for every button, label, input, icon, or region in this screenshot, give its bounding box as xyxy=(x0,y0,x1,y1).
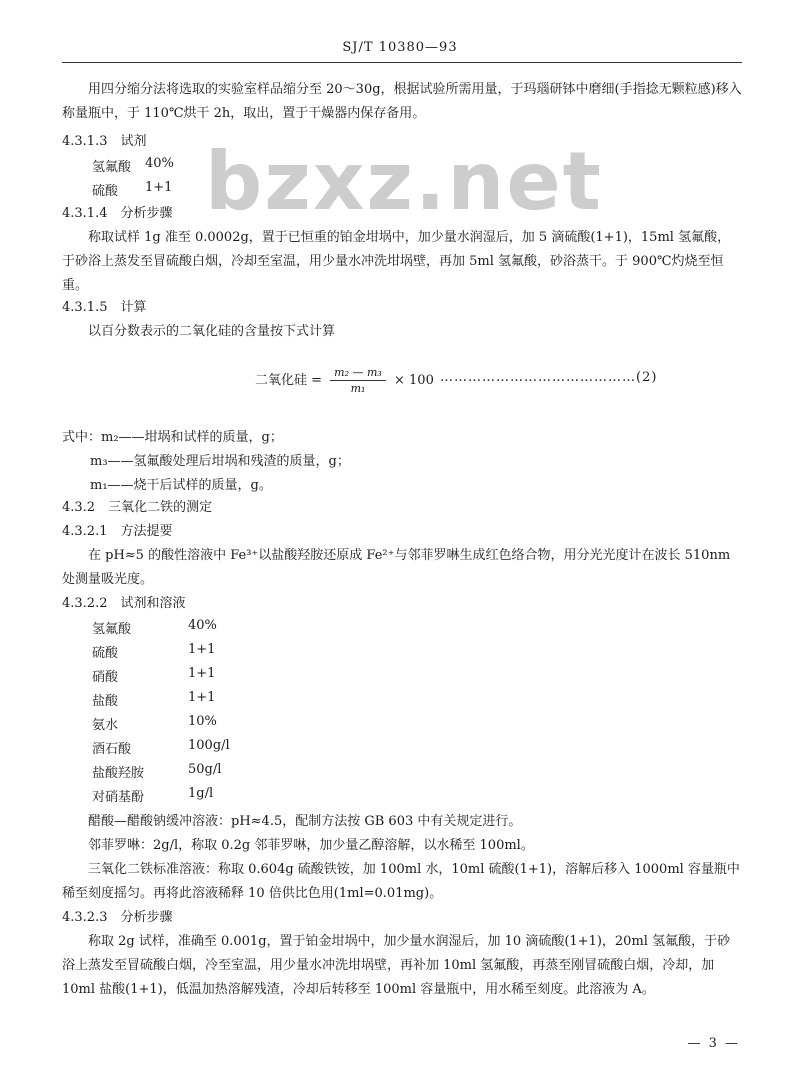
reagent-value: 40% xyxy=(145,156,174,171)
equation-number: ……………………………………(2) xyxy=(440,370,658,385)
procedure-paragraph: 称取试样 1g 准至 0.0002g，置于已恒重的铂金坩埚中，加少量水润湿后，加 5 滴硫酸(1+1)，15ml 氢氟酸，于砂浴上蒸发至冒硫酸白烟，冷却至室温，用少量水冲洗坩埚壁，再加 5ml 氢氟酸，砂浴蒸干。于 900℃灼烧至恒重。 xyxy=(62,230,731,293)
heading-4313: 4.3.1.3 试剂 xyxy=(62,134,147,149)
formula xyxy=(255,366,434,395)
watermark: bzxz.net xyxy=(205,135,603,228)
buffer-solution: 醋酸—醋酸钠缓冲溶液：pH≈4.5，配制方法按 GB 603 中有关规定进行。 xyxy=(88,814,522,829)
heading-4315: 4.3.1.5 计算 xyxy=(62,300,147,315)
formula-rhs: × 100 xyxy=(394,373,434,388)
where-line: 式中：m₂——坩埚和试样的质量，g； xyxy=(62,430,283,445)
reagent-value: 50g/l xyxy=(188,762,222,777)
reagent-name: 硫酸 xyxy=(92,646,119,661)
reagent-value: 1+1 xyxy=(145,180,173,195)
reagent-name: 盐酸 xyxy=(92,694,119,709)
where-line: m₁——烧干后试样的质量，g。 xyxy=(90,478,272,493)
reagent-value: 100g/l xyxy=(188,738,230,753)
formula-lhs: 二氧化硅 = xyxy=(255,373,323,388)
heading-4321: 4.3.2.1 方法提要 xyxy=(62,524,173,539)
intro-paragraph: 用四分缩分法将选取的实验室样品缩分至 20～30g，根据试验所需用量，于玛瑙研钵中磨细(手指捻无颗粒感)移入称量瓶中，于 110℃烘干 2h，取出，置于干燥器内保存备用。 xyxy=(62,82,742,121)
heading-4323: 4.3.2.3 分析步骤 xyxy=(62,910,173,925)
heading-432: 4.3.2 三氧化二铁的测定 xyxy=(62,500,213,515)
header-rule xyxy=(62,62,742,63)
formula-fraction xyxy=(330,366,386,395)
reagent-value: 40% xyxy=(188,618,217,633)
reagent-name: 氨水 xyxy=(92,718,119,733)
document-header: SJ/T 10380—93 xyxy=(342,40,458,55)
reagent-name: 对硝基酚 xyxy=(92,790,145,805)
phenanthroline-solution: 邻菲罗啉：2g/l，称取 0.2g 邻菲罗啉，加少量乙醇溶解，以水稀至 100ml。 xyxy=(88,838,534,853)
reagent-name: 硫酸 xyxy=(92,184,119,199)
reagent-value: 1g/l xyxy=(188,786,214,801)
reagent-value: 1+1 xyxy=(188,642,216,657)
reagent-value: 10% xyxy=(188,714,217,729)
reagent-name: 盐酸羟胺 xyxy=(92,766,145,781)
method-summary: 在 pH≈5 的酸性溶液中 Fe³⁺以盐酸羟胺还原成 Fe²⁺与邻菲罗啉生成红色络合物，用分光光度计在波长 510nm 处测量吸光度。 xyxy=(62,548,731,587)
where-line: m₃——氢氟酸处理后坩埚和残渣的质量，g； xyxy=(90,454,350,469)
reagent-name: 氢氟酸 xyxy=(92,622,132,637)
reagent-name: 酒石酸 xyxy=(92,742,132,757)
formula-denominator: m₁ xyxy=(350,382,366,395)
reagent-value: 1+1 xyxy=(188,666,216,681)
reagent-value: 1+1 xyxy=(188,690,216,705)
reagent-name: 氢氟酸 xyxy=(92,160,132,175)
heading-4322: 4.3.2.2 试剂和溶液 xyxy=(62,596,186,611)
standard-solution: 三氧化二铁标准溶液：称取 0.604g 硫酸铁铵，加 100ml 水，10ml 硫酸(1+1)，溶解后移入 1000ml 容量瓶中稀至刻度摇匀。再将此溶液稀释 10 倍供比色用(1ml=0.01mg)。 xyxy=(62,862,740,901)
procedure-paragraph: 称取 2g 试样，准确至 0.001g，置于铂金坩埚中，加少量水润湿后，加 10 滴硫酸(1+1)，20ml 氢氟酸，于砂浴上蒸发至冒硫酸白烟，冷至室温，用少量水冲洗坩埚壁，再补加 10ml 氢氟酸，再蒸至刚冒硫酸白烟，冷却，加 10ml 盐酸(1+1)，低温加热溶解残渣，冷却后转移至 100ml 容量瓶中，用水稀至刻度。此溶液为 A。 xyxy=(62,934,731,997)
page-number: — 3 — xyxy=(687,1036,740,1051)
heading-4314: 4.3.1.4 分析步骤 xyxy=(62,206,173,221)
calc-intro: 以百分数表示的二氧化硅的含量按下式计算 xyxy=(88,324,336,339)
formula-numerator: m₂ — m₃ xyxy=(330,366,386,381)
reagent-name: 硝酸 xyxy=(92,670,119,685)
